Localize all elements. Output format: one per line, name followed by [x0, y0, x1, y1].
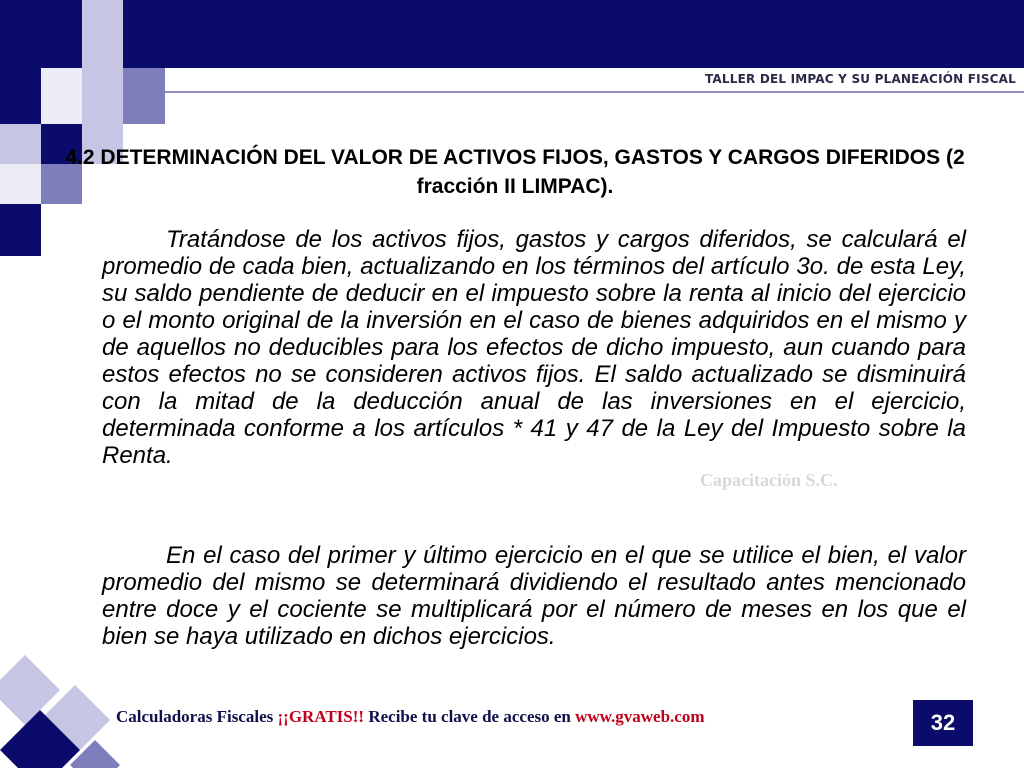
header-band: [165, 0, 1024, 68]
course-title: TALLER DEL IMPAC Y SU PLANEACIÓN FISCAL: [704, 72, 1016, 86]
decor-square: [123, 68, 165, 124]
paragraph-1: Tratándose de los activos fijos, gastos y cargos diferidos, se calculará el promedio de cada bien, actualizando en los términos del artículo 3o. de esta Ley, su saldo pendiente de deducir en el impuesto sobre la renta al inicio del ejercicio o el monto original de la inversión en el caso de bienes adquiridos en el mismo y de aquellos no deducibles para los efectos de dicho impuesto, aun cuando para estos efectos no se consideren activos fijos. El saldo actualizado se disminuirá con la mitad de la deducción anual de las inversiones en el ejercicio, determinada conforme a los artículos * 41 y 47 de la Ley del Impuesto sobre la Renta.: [102, 226, 966, 469]
decor-square: [82, 0, 123, 68]
header-divider: [165, 91, 1024, 93]
decor-square: [0, 68, 41, 124]
page-number-badge: 32: [913, 700, 973, 746]
footer-promo: [116, 707, 705, 727]
watermark: Capacitación S.C.: [700, 470, 838, 490]
decor-square: [0, 124, 41, 164]
decor-square: [82, 68, 123, 124]
decor-square: [41, 68, 82, 124]
footer-text-1: Calculadoras Fiscales: [116, 707, 278, 726]
slide-title: 4.2 DETERMINACIÓN DEL VALOR DE ACTIVOS FIJOS, GASTOS Y CARGOS DIFERIDOS (2 fracción II LIMPAC).: [65, 146, 965, 198]
footer-url-link[interactable]: www.gvaweb.com: [575, 707, 705, 726]
paragraph-2: En el caso del primer y último ejercicio en el que se utilice el bien, el valor promedio del mismo se determinará dividiendo el resultado antes mencionado entre doce y el cociente se multiplicará por el número de meses en los que el bien se haya utilizado en dichos ejercicios.: [102, 542, 966, 650]
decor-square: [41, 0, 82, 68]
decor-square: [0, 204, 41, 256]
footer-gratis: ¡¡GRATIS!!: [277, 707, 365, 726]
decor-square: [0, 0, 41, 68]
footer-text-2: Recibe tu clave de acceso en: [364, 707, 576, 726]
decor-square: [0, 164, 41, 204]
decor-square: [123, 0, 165, 68]
